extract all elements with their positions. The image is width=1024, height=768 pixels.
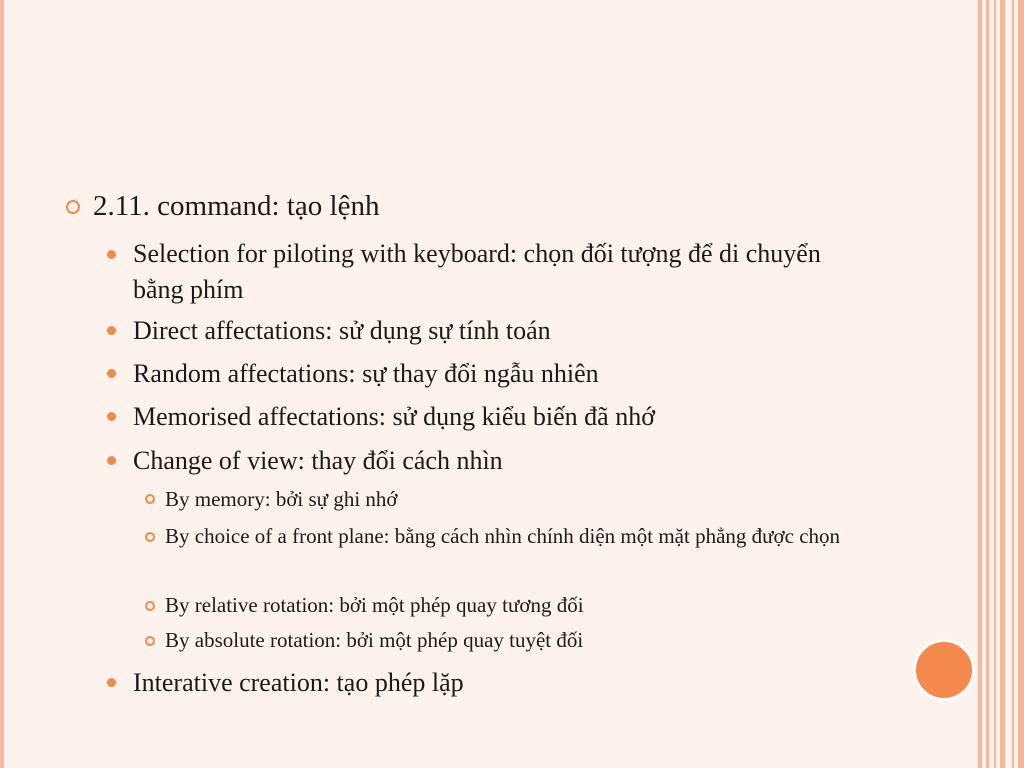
list-item: Selection for piloting with keyboard: chọn đối tượng để di chuyển bằng phím	[133, 239, 821, 304]
sub-bullet-icon	[145, 601, 155, 611]
sub-bullet-icon	[145, 532, 155, 542]
bullet-icon	[107, 250, 116, 259]
bullet-icon	[107, 369, 116, 378]
bullet-icon	[107, 456, 116, 465]
sub-list-item: By absolute rotation: bởi một phép quay tuyệt đối	[165, 628, 584, 652]
sub-list-item: By choice of a front plane: bằng cách nhìn chính diện một mặt phẳng được chọn	[165, 524, 841, 548]
list-item: Interative creation: tạo phép lặp	[133, 668, 464, 697]
sub-list-item: By relative rotation: bởi một phép quay tương đối	[165, 593, 584, 617]
list-item: Memorised affectations: sử dụng kiểu biến đã nhớ	[133, 402, 655, 431]
list-item: Direct affectations: sử dụng sự tính toán	[133, 316, 551, 345]
sub-bullet-icon	[145, 494, 155, 504]
sub-bullet-icon	[145, 636, 155, 646]
sub-list-item: By memory: bởi sự ghi nhớ	[165, 487, 398, 511]
bullet-icon	[107, 412, 116, 421]
list-item: Change of view: thay đổi cách nhìn	[133, 446, 503, 475]
bullet-icon	[66, 200, 80, 214]
list-item: Random affectations: sự thay đổi ngẫu nhiên	[133, 359, 599, 388]
bullet-icon	[107, 326, 116, 335]
bullet-icon	[107, 678, 116, 687]
slide-heading: 2.11. command: tạo lệnh	[93, 190, 380, 222]
